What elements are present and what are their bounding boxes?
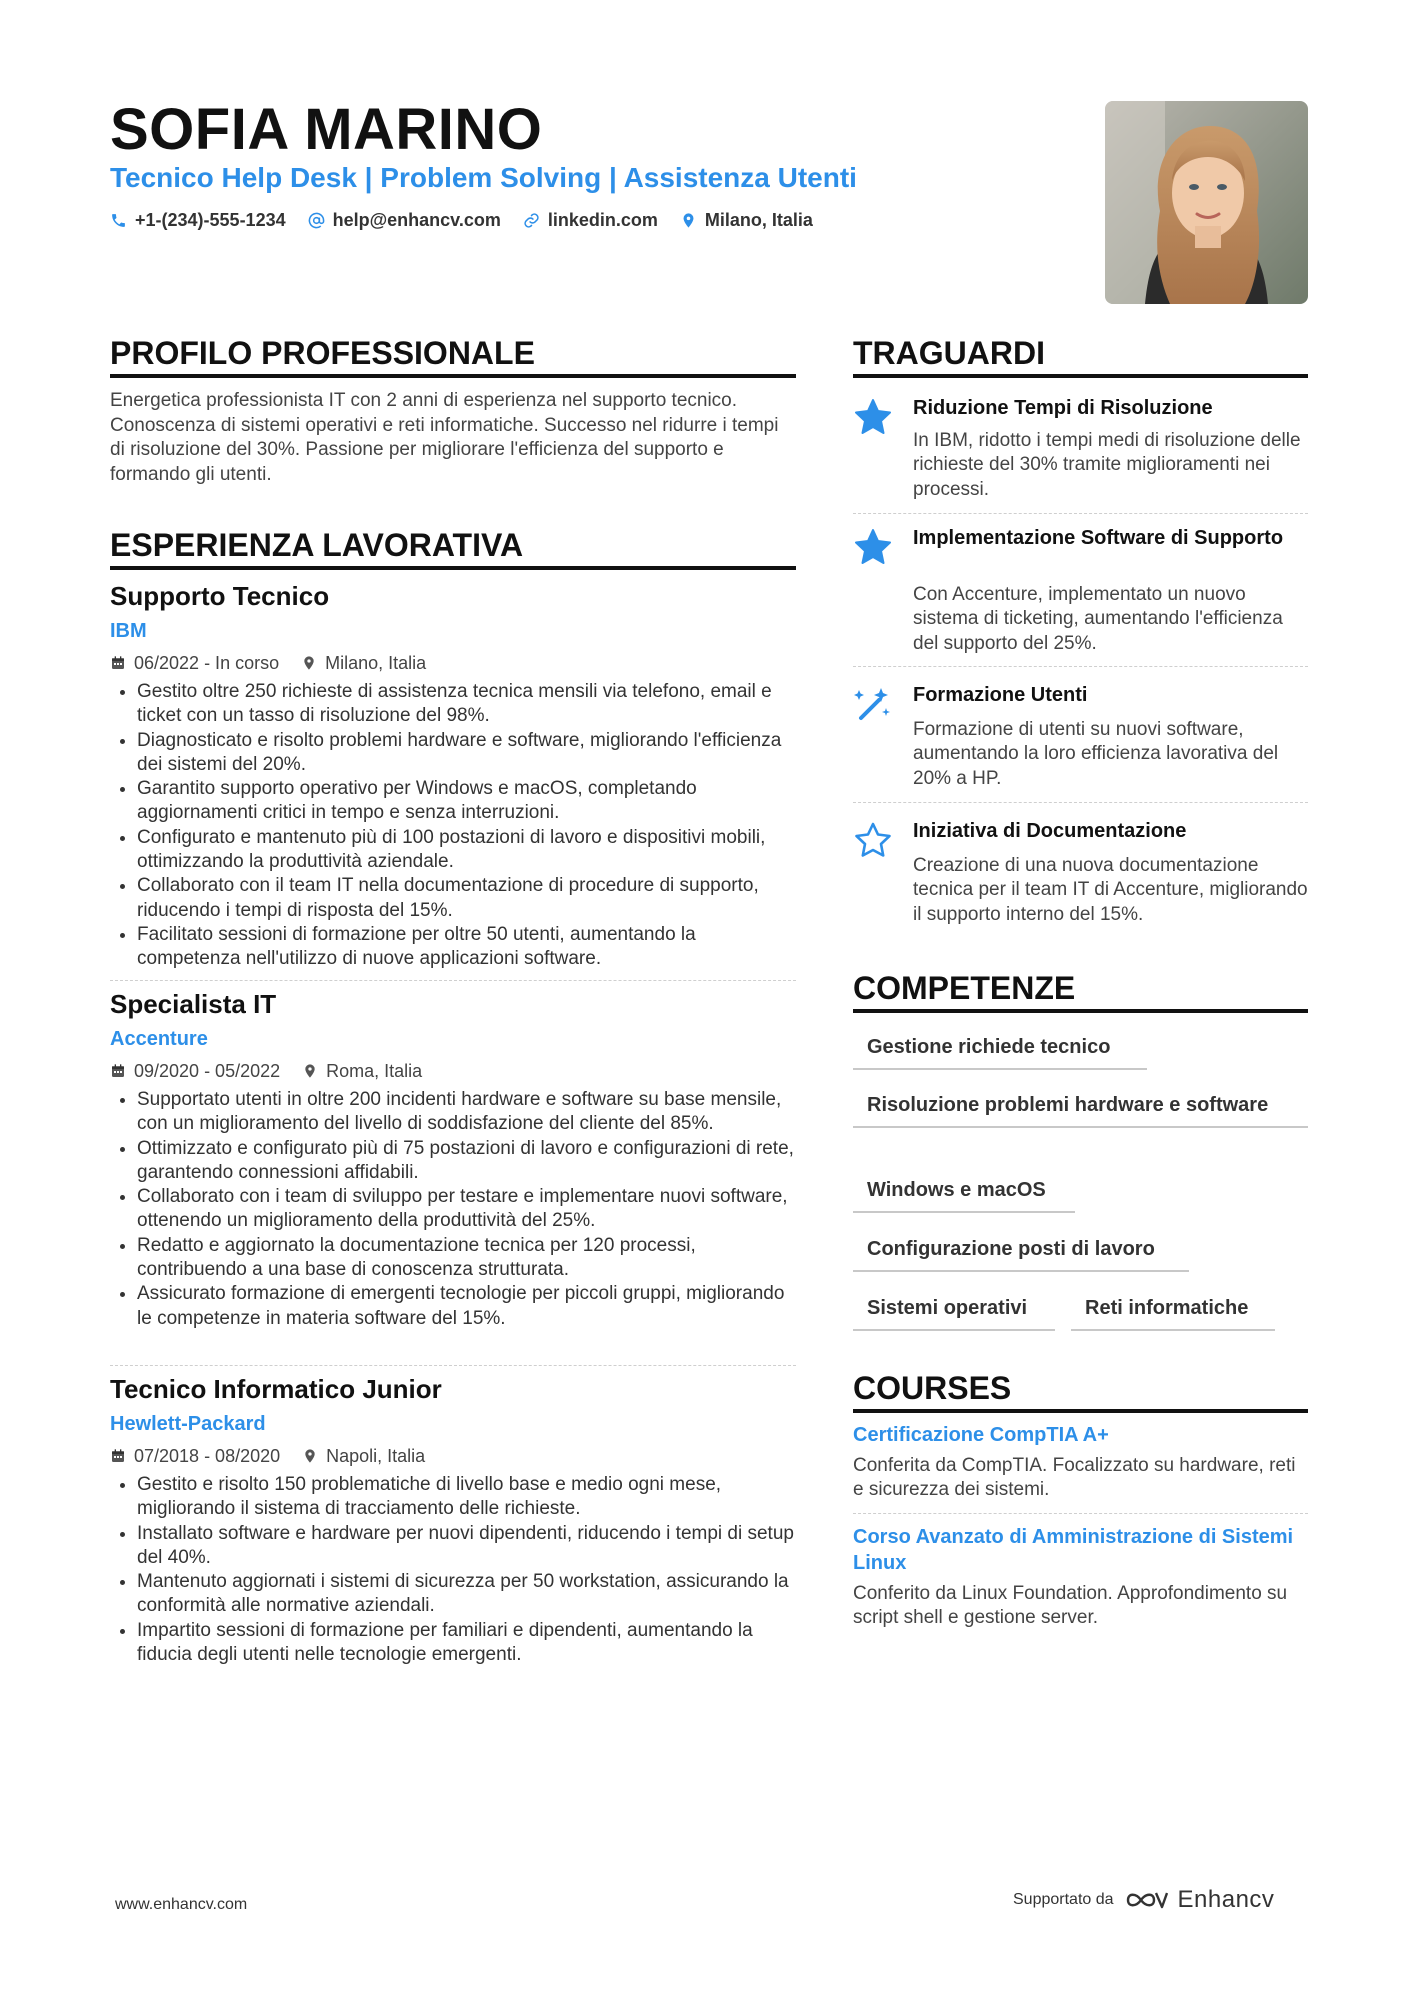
profile-summary: Energetica professionista IT con 2 anni di esperienza nel supporto tecnico. Conoscenza di sistemi operativi e reti informatiche. Successo nel ridurre i tempi di risoluzione del 30%. Passione per migliorare l'efficienza del supporto e formando gli utenti. <box>110 390 779 485</box>
job-bullet: • Assicurato formazione di emergenti tecnologie per piccoli gruppi, migliorando le competenze in materia software del 15%. <box>137 1282 796 1331</box>
job-dates <box>110 1445 280 1467</box>
achievement-title: Formazione Utenti <box>913 684 1088 706</box>
course-title: Certificazione CompTIA A+ <box>853 1424 1109 1446</box>
job-bullet: • Configurato e mantenuto più di 100 postazioni di lavoro e dispositivi mobili, ottimizzando la produttività aziendale. <box>137 826 796 875</box>
job-bullet: • Diagnosticato e risolto problemi hardware e software, migliorando l'efficienza dei sistemi del 20%. <box>137 729 796 778</box>
location-pin-icon <box>302 1063 318 1079</box>
job-meta <box>110 1445 796 1467</box>
skills-section-rule <box>853 1009 1308 1013</box>
job-bullet: • Garantito supporto operativo per Windows e macOS, completando aggiornamenti critici in tempo e senza interruzioni. <box>137 777 796 826</box>
job-bullets <box>110 680 796 972</box>
job-company: Accenture <box>110 1028 208 1050</box>
job-entry <box>110 988 796 1331</box>
achievement-desc: In IBM, ridotto i tempi medi di risoluzione delle richieste del 30% tramite miglioramenti nei processi. <box>913 430 1301 500</box>
job-meta <box>110 652 796 674</box>
linkedin-text: linkedin.com <box>547 210 658 230</box>
contact-email[interactable] <box>308 210 501 231</box>
job-dates <box>110 652 279 674</box>
skill-tag: Sistemi operativi <box>853 1295 1055 1331</box>
achievement-title: Implementazione Software di Supporto <box>913 527 1284 549</box>
enhancv-logo-icon <box>1124 1887 1168 1913</box>
powered-by-text: Supportato da <box>1013 1891 1114 1908</box>
headline: Tecnico Help Desk | Problem Solving | Assistenza Utenti <box>110 162 857 193</box>
star-half-icon <box>853 397 893 437</box>
candidate-name: SOFIA MARINO <box>110 97 543 162</box>
job-location <box>302 1445 425 1467</box>
job-bullet: • Redatto e aggiornato la documentazione tecnica per 120 processi, contribuendo a una base di conoscenza strutturata. <box>137 1234 796 1283</box>
job-bullet: • Gestito e risolto 150 problematiche di livello base e medio ogni mese, migliorando il sistema di tracciamento delle richieste. <box>137 1473 796 1522</box>
job-location <box>302 1060 422 1082</box>
achievement-desc: Con Accenture, implementato un nuovo sistema di ticketing, aumentando l'efficienza del supporto del 25%. <box>913 584 1283 654</box>
experience-section-title: ESPERIENZA LAVORATIVA <box>110 527 524 563</box>
star-outline-icon <box>853 820 893 860</box>
profile-section-title: PROFILO PROFESSIONALE <box>110 335 535 371</box>
achievements-section-rule <box>853 374 1308 378</box>
calendar-icon <box>110 1063 126 1079</box>
location-text: Milano, Italia <box>704 210 813 230</box>
job-title: Specialista IT <box>110 989 277 1019</box>
job-dates-text: 09/2020 - 05/2022 <box>134 1061 281 1081</box>
skill-tag: Windows e macOS <box>853 1177 1075 1213</box>
at-icon <box>308 212 325 229</box>
location-pin-icon <box>302 1448 318 1464</box>
job-bullet: • Installato software e hardware per nuovi dipendenti, riducendo i tempi di setup del 40%. <box>137 1522 796 1571</box>
skill-tag: Risoluzione problemi hardware e software <box>853 1092 1308 1128</box>
skills-section-title: COMPETENZE <box>853 970 1076 1006</box>
job-divider <box>110 1365 796 1366</box>
achievement-title: Iniziativa di Documentazione <box>913 820 1187 842</box>
achievement-divider <box>853 802 1308 803</box>
achievement-title: Riduzione Tempi di Risoluzione <box>913 397 1213 419</box>
magic-wand-icon <box>853 684 893 724</box>
job-dates-text: 06/2022 - In corso <box>134 653 280 673</box>
job-entry <box>110 1373 796 1667</box>
skill-tag: Configurazione posti di lavoro <box>853 1236 1189 1272</box>
course-divider <box>853 1513 1308 1514</box>
phone-text: +1-(234)-555-1234 <box>135 210 286 230</box>
achievement-divider <box>853 513 1308 514</box>
location-pin-icon <box>680 212 697 229</box>
skill-tag: Gestione richiede tecnico <box>853 1034 1147 1070</box>
job-bullet: • Collaborato con il team IT nella documentazione di procedure di supporto, riducendo i tempi di risposta del 15%. <box>137 874 796 923</box>
courses-section-rule <box>853 1409 1308 1413</box>
job-location-text: Milano, Italia <box>325 653 427 673</box>
achievements-section-title: TRAGUARDI <box>853 335 1045 371</box>
contact-phone[interactable] <box>110 210 286 231</box>
calendar-icon <box>110 1448 126 1464</box>
course-desc: Conferito da Linux Foundation. Approfondimento su script shell e gestione server. <box>853 1583 1288 1629</box>
job-bullet: • Ottimizzato e configurato più di 75 postazioni di lavoro e configurazioni di rete, garantendo connessioni affidabili. <box>137 1137 796 1186</box>
job-location <box>301 652 426 674</box>
skill-tag: Reti informatiche <box>1071 1295 1275 1331</box>
job-dates <box>110 1060 280 1082</box>
link-icon <box>523 212 540 229</box>
calendar-icon <box>110 655 126 671</box>
job-bullets <box>110 1088 796 1331</box>
contact-location <box>680 210 813 231</box>
job-location-text: Napoli, Italia <box>326 1446 426 1466</box>
job-meta <box>110 1060 796 1082</box>
job-bullet: • Facilitato sessioni di formazione per oltre 50 utenti, aumentando la competenza nell'utilizzo di nuove applicazioni software. <box>137 923 796 972</box>
profile-section-rule <box>110 374 796 378</box>
job-company: Hewlett-Packard <box>110 1413 266 1435</box>
footer-website[interactable]: www.enhancv.com <box>115 1896 248 1913</box>
contact-bar <box>110 210 813 231</box>
experience-section-rule <box>110 566 796 570</box>
job-bullet: • Collaborato con i team di sviluppo per testare e implementare nuovi software, ottenendo un miglioramento della produttività del 25%. <box>137 1185 796 1234</box>
job-bullet: • Supportato utenti in oltre 200 incidenti hardware e software su base mensile, con un miglioramento del livello di soddisfazione del cliente del 85%. <box>137 1088 796 1137</box>
job-entry <box>110 580 796 972</box>
job-title: Tecnico Informatico Junior <box>110 1374 442 1404</box>
job-dates-text: 07/2018 - 08/2020 <box>134 1446 281 1466</box>
profile-photo <box>1105 101 1308 304</box>
location-pin-icon <box>301 655 317 671</box>
courses-section-title: COURSES <box>853 1370 1012 1406</box>
course-title: Corso Avanzato di Amministrazione di Sistemi Linux <box>853 1526 1294 1574</box>
achievement-divider <box>853 666 1308 667</box>
job-bullet: • Impartito sessioni di formazione per familiari e dipendenti, aumentando la fiducia degli utenti nelle tecnologie emergenti. <box>137 1619 796 1668</box>
star-half-icon <box>853 527 893 567</box>
email-text: help@enhancv.com <box>332 210 501 230</box>
job-location-text: Roma, Italia <box>326 1061 423 1081</box>
brand-name: Enhancv <box>1177 1886 1275 1913</box>
achievement-desc: Formazione di utenti su nuovi software, aumentando la loro efficienza lavorativa del 20% a HP. <box>913 719 1279 789</box>
job-bullets <box>110 1473 796 1667</box>
footer-branding <box>1013 1886 1274 1914</box>
contact-linkedin[interactable] <box>523 210 658 231</box>
job-bullet: • Mantenuto aggiornati i sistemi di sicurezza per 50 workstation, assicurando la conformità alle normative aziendali. <box>137 1570 796 1619</box>
course-desc: Conferita da CompTIA. Focalizzato su hardware, reti e sicurezza dei sistemi. <box>853 1455 1296 1501</box>
job-company: IBM <box>110 620 147 642</box>
job-divider <box>110 980 796 981</box>
job-title: Supporto Tecnico <box>110 581 330 611</box>
achievement-desc: Creazione di una nuova documentazione tecnica per il team IT di Accenture, migliorando il supporto interno del 15%. <box>913 855 1308 925</box>
job-bullet: • Gestito oltre 250 richieste di assistenza tecnica mensili via telefono, email e ticket con un tasso di risoluzione del 98%. <box>137 680 796 729</box>
phone-icon <box>110 212 127 229</box>
